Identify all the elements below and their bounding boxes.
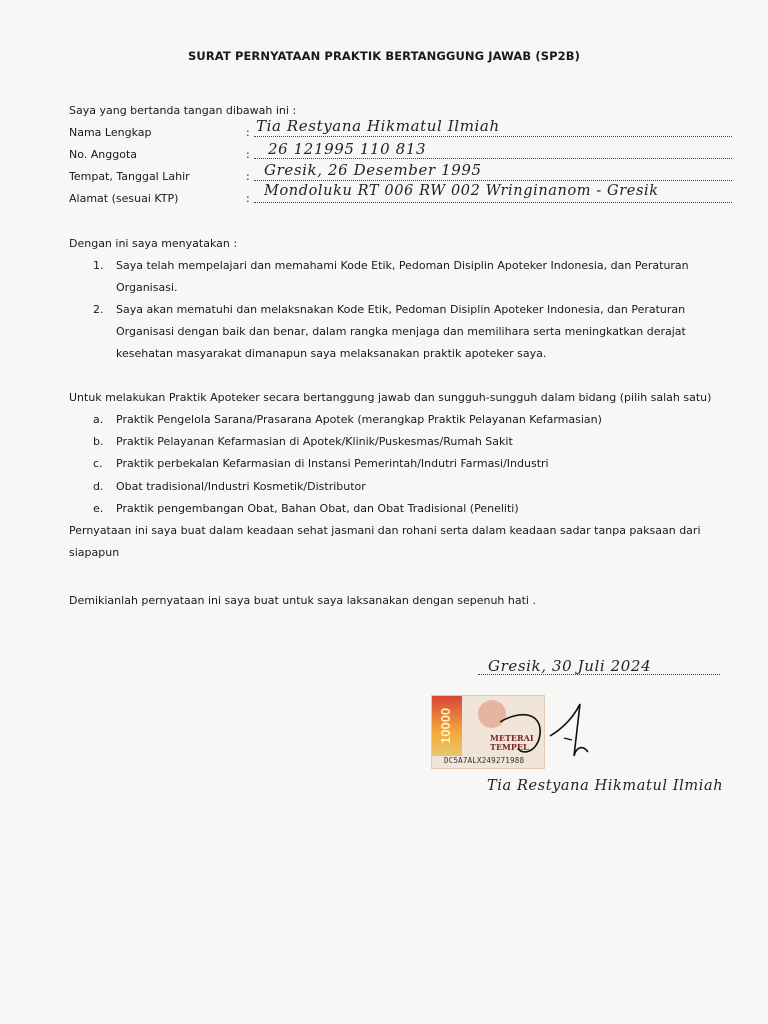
signer-name: Tia Restyana Hikmatul Ilmiah	[487, 778, 724, 794]
field-label-name: Nama Lengkap	[69, 126, 152, 139]
signature-icon	[480, 690, 600, 770]
stamp-value: 10000	[438, 707, 453, 745]
closing-text: Demikianlah pernyataan ini saya buat untuk saya laksanakan dengan sepenuh hati .	[69, 594, 536, 607]
option-text: Praktik perbekalan Kefarmasian di Instansi Pemerintah/Indutri Farmasi/Industri	[116, 457, 549, 470]
dotted-line	[254, 180, 732, 181]
statement-intro: Dengan ini saya menyatakan :	[69, 237, 238, 250]
place-date: Gresik, 30 Juli 2024	[488, 657, 652, 675]
option-text: Praktik Pelayanan Kefarmasian di Apotek/Klinik/Puskesmas/Rumah Sakit	[116, 435, 513, 448]
statement-number: 1.	[93, 259, 104, 272]
statement-number: 2.	[93, 303, 104, 316]
option-letter: e.	[93, 502, 104, 515]
dotted-line	[478, 674, 720, 675]
statement-line: Saya telah mempelajari dan memahami Kode Etik, Pedoman Disiplin Apoteker Indonesia, dan Peraturan	[116, 259, 689, 272]
option-letter: d.	[93, 480, 104, 493]
dotted-line	[254, 202, 732, 203]
declaration-line: siapapun	[69, 546, 120, 559]
dotted-line	[254, 136, 732, 137]
statement-line: kesehatan masyarakat dimanapun saya melaksanakan praktik apoteker saya.	[116, 347, 547, 360]
option-text: Praktik Pengelola Sarana/Prasarana Apotek (merangkap Praktik Pelayanan Kefarmasian)	[116, 413, 602, 426]
document-title: SURAT PERNYATAAN PRAKTIK BERTANGGUNG JAWAB (SP2B)	[188, 49, 580, 63]
document-page: SURAT PERNYATAAN PRAKTIK BERTANGGUNG JAWAB (SP2B) Saya yang bertanda tangan dibawah ini : Nama Lengkap : Tia Restyana Hikmatul Ilmiah No. Anggota : 26 121995 110 813 Tempat, Tanggal Lahir : Gresik, 26 Desember 1995 Alamat (sesuai KTP) : Mondoluku RT 006 RW 002 Wringinanom - Gresik Dengan ini saya menyatakan : 1. Saya telah mempelajari dan memahami Kode Etik, Pedoman Disiplin Apoteker Indonesia, dan Peraturan Organisasi. 2. Saya akan mematuhi dan melaksnakan Kode Etik, Pedoman Disiplin Apoteker Indonesia, dan Peraturan Organisasi dengan baik dan benar, dalam rangka menjaga dan memilihara serta meningkatkan derajat kesehatan masyarakat dimanapun saya melaksanakan praktik apoteker saya. Untuk melakukan Praktik Apoteker secara bertanggung jawab dan sungguh-sungguh dalam bidang (pilih salah satu) a. Praktik Pengelola Sarana/Prasarana Apotek (merangkap Praktik Pelayanan Kefarmasian) b. Praktik Pelayanan Kefarmasian di Apotek/Klinik/Puskesmas/Rumah Sakit c. Praktik perbekalan Kefarmasian di Instansi Pemerintah/Indutri Farmasi/Industri d. Obat tradisional/Industri Kosmetik/Distributor e. Praktik pengembangan Obat, Bahan Obat, dan Obat Tradisional (Peneliti) Pernyataan ini saya buat dalam keadaan sehat jasmani dan rohani serta dalam keadaan sadar tanpa paksaan dari siapapun Demikianlah pernyataan ini saya buat untuk saya laksanakan dengan sepenuh hati . Gresik, 30 Juli 2024 10000 METERAI TEMPEL DC5A7ALX249271988 Tia Restyana Hikmatul Ilmiah	[0, 0, 768, 1024]
field-label-address: Alamat (sesuai KTP)	[69, 192, 179, 205]
stamp-code: DC5A7ALX249271988	[444, 756, 525, 765]
field-value-address: Mondoluku RT 006 RW 002 Wringinanom - Gresik	[264, 183, 659, 199]
option-letter: a.	[93, 413, 104, 426]
statement-line: Organisasi.	[116, 281, 178, 294]
intro-text: Saya yang bertanda tangan dibawah ini :	[69, 104, 297, 117]
declaration-line: Pernyataan ini saya buat dalam keadaan sehat jasmani dan rohani serta dalam keadaan sadar tanpa paksaan dari	[69, 524, 701, 537]
statement-line: Saya akan mematuhi dan melaksnakan Kode Etik, Pedoman Disiplin Apoteker Indonesia, dan Peraturan	[116, 303, 686, 316]
option-letter: b.	[93, 435, 104, 448]
field-value-name: Tia Restyana Hikmatul Ilmiah	[256, 117, 500, 135]
field-label-member-number: No. Anggota	[69, 148, 138, 161]
statement-line: Organisasi dengan baik dan benar, dalam rangka menjaga dan memilihara serta meningkatkan derajat	[116, 325, 686, 338]
practice-intro: Untuk melakukan Praktik Apoteker secara bertanggung jawab dan sungguh-sungguh dalam bidang (pilih salah satu)	[69, 391, 712, 404]
dotted-line	[254, 158, 732, 159]
field-label-birth: Tempat, Tanggal Lahir	[69, 170, 190, 183]
option-letter: c.	[93, 457, 103, 470]
option-text: Obat tradisional/Industri Kosmetik/Distributor	[116, 480, 366, 493]
field-value-birth: Gresik, 26 Desember 1995	[264, 161, 482, 179]
stamp-label: METERAI TEMPEL	[490, 733, 534, 752]
field-value-member-number: 26 121995 110 813	[268, 140, 427, 158]
option-text: Praktik pengembangan Obat, Bahan Obat, dan Obat Tradisional (Peneliti)	[116, 502, 519, 515]
